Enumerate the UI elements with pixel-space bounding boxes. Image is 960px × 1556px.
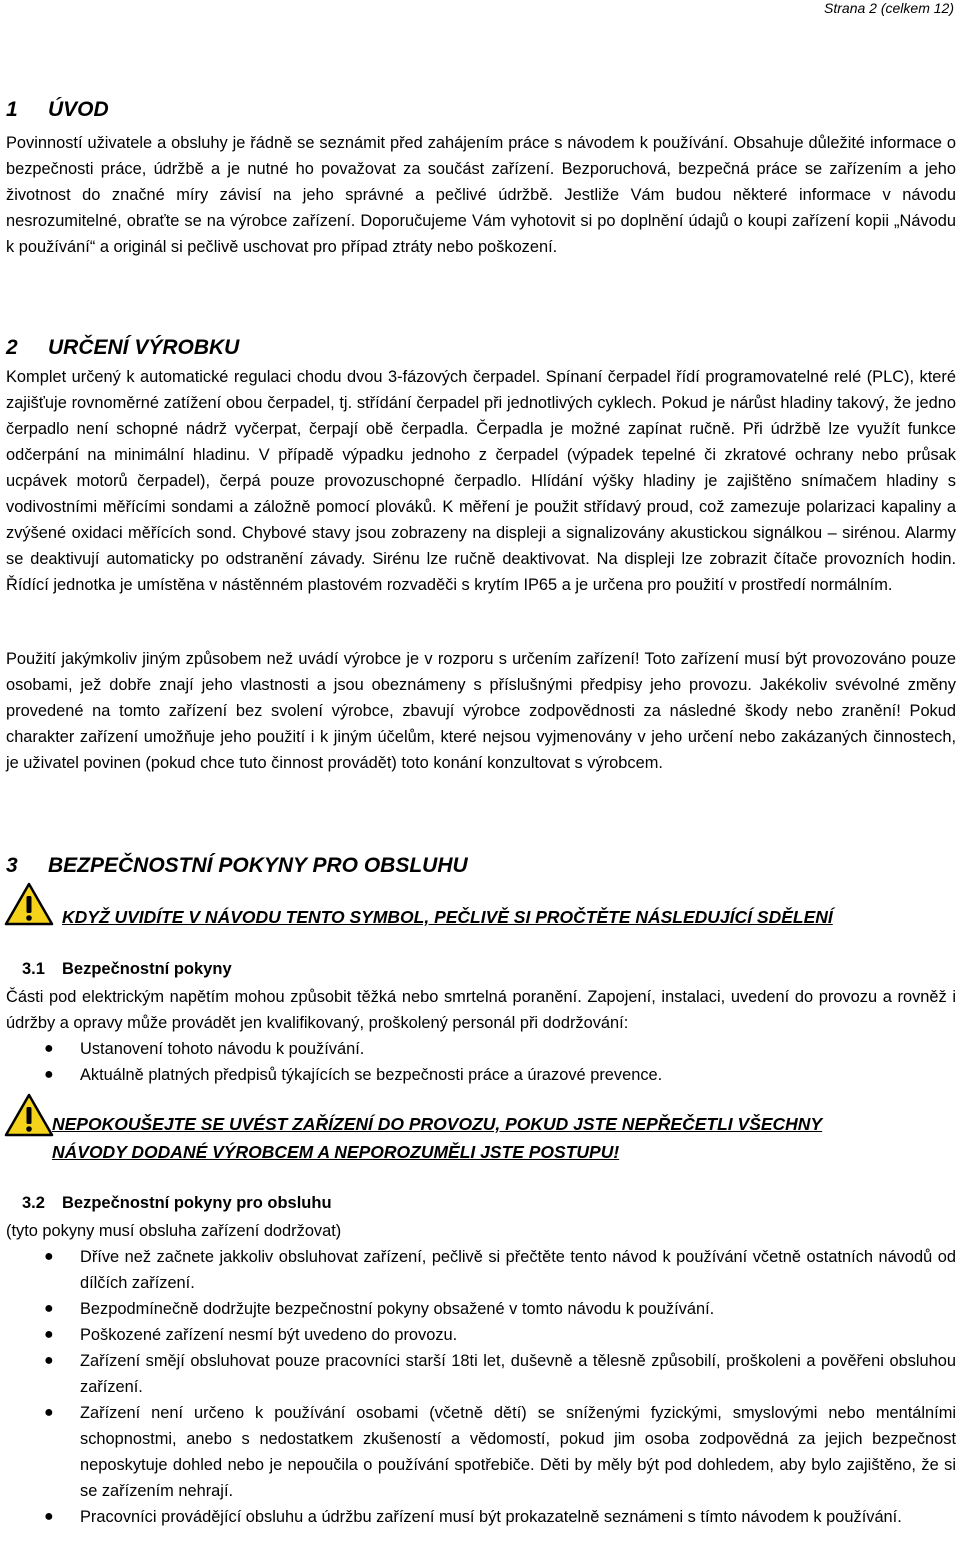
list-item: ● Dříve než začnete jakkoliv obsluhovat zařízení, pečlivě si přečtěte tento návod k používání včetně ostatních návodů od dílčích zařízení. xyxy=(6,1244,956,1296)
list-item: ● Bezpodmínečně dodržujte bezpečnostní pokyny obsažené v tomto návodu k používání. xyxy=(6,1296,956,1322)
bullet-icon: ● xyxy=(44,1066,54,1083)
list-item: ● Zařízení není určeno k používání osobami (včetně dětí) se sníženými fyzickými, smyslovými nebo mentálními schopnostmi, anebo s nedostatkem zkušeností a vědomostí, pokud jim osoba zodpovědná za jejich bezpečnost neposkytuje dohled nebo je nepoučila o používání spotřebiče. Děti by měly být pod dohledem, aby bylo zajištěno, že si se zařízením nehrají. xyxy=(6,1400,956,1504)
subsection-3-2-heading xyxy=(22,1194,332,1213)
section-2-title: URČENÍ VÝROBKU xyxy=(48,336,240,359)
section-1-paragraph xyxy=(6,130,956,260)
section-3-heading xyxy=(6,854,468,878)
bullet-icon: ● xyxy=(44,1326,54,1343)
list-item: ● Zařízení smějí obsluhovat pouze pracovníci starší 18ti let, duševně a tělesně způsobilí, proškoleni a pověřeni obsluhou zařízení. xyxy=(6,1348,956,1400)
subsection-3-1-text: Části pod elektrickým napětím mohou způsobit těžká nebo smrtelná poranění. Zapojení, instalaci, uvedení do provozu a rovněž i údržby a opravy může provádět jen kvalifikovaný, proškolený personál při dodržování: xyxy=(6,988,956,1032)
section-1-heading xyxy=(6,98,109,122)
section-2-heading xyxy=(6,336,239,360)
section-2-paragraph-2 xyxy=(6,646,956,776)
warning-triangle-icon xyxy=(4,881,54,927)
list-item: ● Aktuálně platných předpisů týkajících se bezpečnosti práce a úrazové prevence. xyxy=(6,1062,956,1088)
subsection-3-1-heading xyxy=(22,960,232,979)
section-1-number: 1 xyxy=(6,98,18,121)
section-2-text-1: Komplet určený k automatické regulaci chodu dvou 3-fázových čerpadel. Spínaní čerpadel řídí programovatelné relé (PLC), které zajišťuje rovnoměrné zatížení obou čerpadel, tj. střídání čerpadel při jednotlivých cyklech. Pokud je nárůst hladiny takový, že jedno čerpadlo není schopné nádrž vyčerpat, čerpají obě čerpadla. Čerpadla je možné zapínat ručně. Při údržbě lze využít funkce odčerpání na minimální hladinu. V případě výpadku jednoho z čerpadel (výpadek tepelné či zkratové ochrany nebo průsak ucpávek motorů čerpadel), čerpá pouze provozuschopné čerpadlo. Hlídání výšky hladiny je zajištěno snímačem hladiny s vodivostními měřícími sondami a záložně pomocí plováků. K měření je použit střídavý proud, což zamezuje polarizaci kapaliny a zvýšené oxidaci měřících sond. Chybové stavy jsou zobrazeny na displeji a signalizovány akustickou signálkou – sirénou. Alarmy se deaktivují automaticky po odstranění závady. Sirénu lze ručně deaktivovat. Na displeji lze zobrazit čítače provozních hodin. Řídící jednotka je umístěna v nástěnném plastovém rozvaděči s krytím IP65 a je určena pro použití v prostředí normálním. xyxy=(6,368,956,594)
section-2-text-2: Použití jakýmkoliv jiným způsobem než uvádí výrobce je v rozporu s určením zařízení! Toto zařízení musí být provozováno pouze osobami, jež dobře znají jeho vlastnosti a jsou obeznámeny s příslušnými předpisy jeho provozu. Jakékoliv svévolné změny provedené na tomto zařízení bez svolení výrobce, zbavují výrobce zodpovědnosti za následné škody nebo zranění! Pokud charakter zařízení umožňuje jeho použití i k jiným účelům, které nejsou vyjmenovány v jeho určení nebo zakázaných činnostech, je uživatel povinen (pokud chce tuto činnost provádět) toto konání konzultovat s výrobcem. xyxy=(6,650,956,772)
section-3-title: BEZPEČNOSTNÍ POKYNY PRO OBSLUHU xyxy=(48,854,468,877)
subsection-3-2-note: (tyto pokyny musí obsluha zařízení dodržovat) xyxy=(6,1222,342,1240)
bullet-icon: ● xyxy=(44,1352,54,1369)
warning-symbol-notice: KDYŽ UVIDÍTE V NÁVODU TENTO SYMBOL, PEČLIVĚ SI PROČTĚTE NÁSLEDUJÍCÍ SDĚLENÍ xyxy=(62,907,833,927)
page-number-header: Strana 2 (celkem 12) xyxy=(824,0,954,16)
warning-do-not-operate-line-2: NÁVODY DODANÉ VÝROBCEM A NEPOROZUMĚLI JSTE POSTUPU! xyxy=(52,1142,620,1162)
warning-triangle-icon xyxy=(4,1092,54,1138)
subsection-3-1-number: 3.1 xyxy=(22,960,45,978)
subsection-3-2-title: Bezpečnostní pokyny pro obsluhu xyxy=(62,1194,332,1212)
bullet-icon: ● xyxy=(44,1040,54,1057)
subsection-3-2-bullet-list xyxy=(6,1244,956,1530)
bullet-icon: ● xyxy=(44,1404,54,1421)
bullet-icon: ● xyxy=(44,1508,54,1525)
list-item: ● Poškozené zařízení nesmí být uvedeno do provozu. xyxy=(6,1322,956,1348)
bullet-icon: ● xyxy=(44,1248,54,1265)
subsection-3-2-number: 3.2 xyxy=(22,1194,45,1212)
bullet-icon: ● xyxy=(44,1300,54,1317)
section-1-text: Povinností uživatele a obsluhy je řádně se seznámit před zahájením práce s návodem k používání. Obsahuje důležité informace o bezpečnosti práce, údržbě a je nutné ho považovat za součást zařízení. Bezporuchová, bezpečná práce se zařízením a jeho životnost do značné míry závisí na jeho správné a pečlivé údržbě. Jestliže Vám budou některé informace v návodu nesrozumitelné, obraťte se na výrobce zařízení. Doporučujeme Vám vyhotovit si po doplnění údajů o koupi zařízení kopii „Návodu k používání“ a originál si pečlivě uschovat pro případ ztráty nebo poškození. xyxy=(6,134,956,256)
section-3-number: 3 xyxy=(6,854,18,877)
section-2-number: 2 xyxy=(6,336,18,359)
subsection-3-1-title: Bezpečnostní pokyny xyxy=(62,960,232,978)
section-1-title: ÚVOD xyxy=(48,98,109,121)
warning-do-not-operate-line-1: NEPOKOUŠEJTE SE UVÉST ZAŘÍZENÍ DO PROVOZU, POKUD JSTE NEPŘEČETLI VŠECHNY xyxy=(52,1114,823,1134)
list-item: ● Pracovníci provádějící obsluhu a údržbu zařízení musí být prokazatelně seznámeni s tímto návodem k používání. xyxy=(6,1504,956,1530)
section-2-paragraph-1 xyxy=(6,364,956,598)
subsection-3-1-paragraph xyxy=(6,984,956,1036)
subsection-3-1-bullet-list xyxy=(6,1036,956,1088)
list-item: ● Ustanovení tohoto návodu k používání. xyxy=(6,1036,956,1062)
